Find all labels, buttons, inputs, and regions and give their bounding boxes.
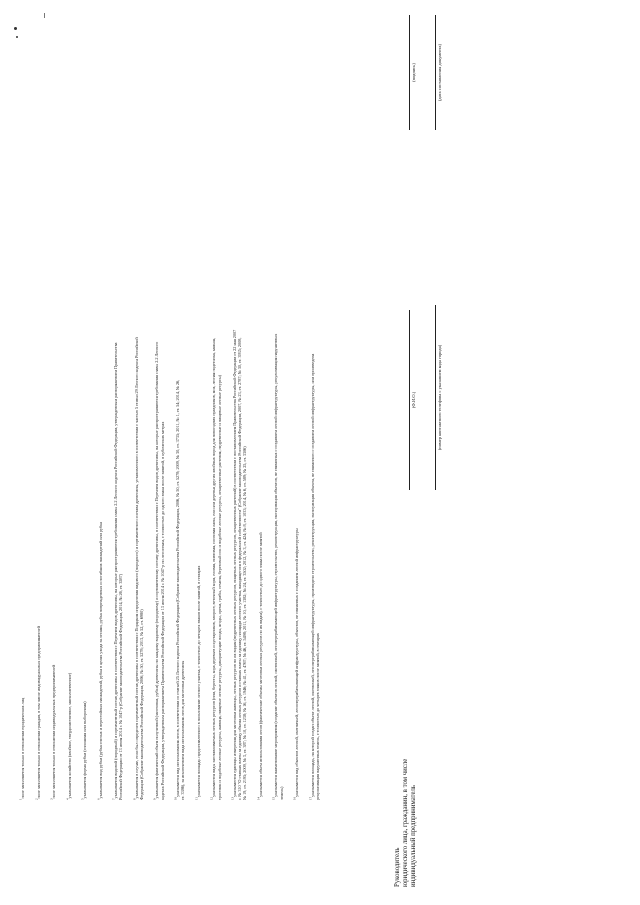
signatory-title [394, 759, 418, 887]
footnote-text: г. № 310 "О ставках платы за единицу объема лесных ресурсов и ставках платы за единицу площади лесного участка, находящегося в федеральной собственности" (Собрание законодательства Российской Федерации, 2007, № 23, ст. 2787; № 30, ст. 3935; 2008, [237, 337, 243, 800]
footnote-number: 9 [152, 798, 157, 800]
footnote-text: указывается площадь, на которой создан объект лесной, охотничьей, лесоперерабатывающей инфраструктуры, произведено строительство, реконструкция, эксплуатация объекта, не связанного с созданием лесной инфраструктуры, или произведена [309, 353, 315, 797]
footnote-number: 8 [132, 798, 137, 800]
signatory-title-line: юридического лица, гражданин, в том числе [402, 758, 409, 887]
footnote-text: указываются виды заготавливаемых лесных ресурсов (пни, бересты, кора деревьев и кустарников, хворост, веточный корм, еловая, пихтовая, сосновая лапы, ели или деревья других хвойных пород для новогодних праздников, мох, лесная подстилка, камыш, [211, 337, 217, 797]
footnote-number: 10 [173, 796, 178, 800]
footnote-text: указывается в случае, если был определен сортиментный состав древесины в соответствии с Порядком определения видового (породного) и сортиментного состава древесины, установленного в соответствии с частью 5 статьи 29 Лесного кодекса Российской [133, 337, 139, 799]
signatory-title-line: индивидуальный предприниматель [410, 784, 417, 887]
footnote-number: 6 [96, 798, 101, 800]
footnote-text: Российской Федерации от 13 июня 2014 г. № 1047-р (Собрание законодательства Российской Федерации, 2014, № 26, ст. 3587) [118, 574, 124, 800]
footnote-text: ст. 3386), за исключением вида использования лесов для заготовки древесины [180, 660, 186, 800]
footnote [232, 330, 248, 800]
footnote-number: 13 [230, 796, 235, 800]
footnote-text: рекультивация нарушенных земель, с точностью до четырех знаков после запятой, в гектарах [314, 633, 320, 800]
scan-speck [44, 13, 45, 18]
footnote-text: указывается вид объектов лесной, охотничьей, лесоперерабатывающей инфраструктуры, объектов, не связанных с созданием лесной инфраструктуры [294, 528, 300, 797]
footnote-text: указывается объем использования лесов (фактические объемы заготовки лесных ресурсов по их видам), с точностью до одного знака после запятой [257, 532, 263, 797]
footnote-text: поле заполняется только в отношении граждан, в том числе индивидуальных предпринимателей [35, 626, 41, 799]
footnote-text: указывается форма рубки (сплошная или выборочная) [82, 701, 87, 799]
footnote-text: Федерации (Собрание законодательства Российской Федерации, 2006, № 50, ст. 5278; 2013, № 52, ст. 6980) [138, 609, 144, 800]
fio-line [409, 310, 410, 490]
footnote-number: 16 [292, 796, 297, 800]
footnote [211, 338, 221, 800]
footnote [294, 528, 299, 800]
footnote [98, 522, 103, 800]
fio-caption: (Ф.И.О.) [411, 391, 416, 409]
footnote [36, 626, 41, 800]
date-caption: (дата составления документа) [437, 43, 442, 102]
footnote-number: 12 [209, 796, 214, 800]
footnote-number: 1 [18, 798, 23, 800]
date-line [435, 15, 436, 130]
footnote-text: указывается фактический объем полученной (заготовки, рубки) древесины по каждому видовому (породному) и сортиментному составу древесины, в соответствии с Перечнем видов древесины, на которые распространяются требования главы 2.2 Лесного [154, 341, 160, 799]
scan-speck [16, 36, 18, 38]
footnote-text: поле заполняется только в отношении юридических лиц [20, 697, 25, 799]
footnote-number: 17 [308, 796, 313, 800]
footnote-number: 15 [271, 796, 276, 800]
footnote-text: указывается вид использования лесов, в соответствии со статьей 25 Лесного кодекса Российской Федерации (Собрание законодательства Российской Федерации, 2006, № 50, ст. 5278; 2009, № 30, ст. 3735; 2011, № 1, ст. 54; 2014, № 26, [175, 379, 181, 797]
footnote [20, 698, 25, 800]
footnote-text: указывается вид рубки (рубка спелых и перестойных насаждений, рубка в целях ухода за лесами, рубка поврежденных и погибших насаждений или рубка [97, 522, 103, 799]
footnote [134, 337, 144, 800]
footnote-text: земель) [278, 786, 284, 800]
signature-line [409, 15, 410, 130]
footnote-text: указывается видовой (породный) и сортиментный состав древесины в соответствии с Перечнем видов древесины, на которые распространяются требования главы 2.2 Лесного кодекса Российской Федерации, утвержденным распоряжением Правительства [113, 342, 118, 799]
footnote [310, 354, 320, 800]
footnote-number: 5 [80, 798, 85, 800]
footnote-text: указывается наименование мероприятия (создание объектов лесной, охотничьей, лесоперерабатывающей инфраструктуры, строительство, реконструкция, эксплуатация объектов, не связанных с созданием лесной инфраструктуры, рекультивация нарушенных [273, 333, 279, 797]
signatory-title-line: Руководитель [394, 847, 401, 887]
footnote-number: 3 [49, 798, 54, 800]
footnote-text: тростник и подобные лесные ресурсы, живица, пищевые лесные ресурсы, дикорастущие плоды, ягоды, орехи, грибы, семена, березовый сок и подобные лесные ресурсы, лекарственные растения, недревесные и пищевые лесные ресурсы) [216, 374, 222, 800]
footnote [67, 673, 72, 800]
footnote-number: 7 [111, 798, 116, 800]
phone-caption: (номер контактного телефона с указанием кода города) [437, 344, 442, 451]
footnote-number: 14 [256, 796, 261, 800]
footnote [51, 665, 56, 800]
footnote-text: № 19, ст. 2195; 2009, № 3, ст. 387; № 10, ст. 1238; № 16, ст. 1946; № 41, ст. 4767; № 46, ст. 5498; 2011, № 10, ст. 1382; № 24, ст. 3502; 2012, № 3, ст. 424; № 8, ст. 1033; 2014, № 6, ст. 589; № 25, ст. 3306) [242, 446, 248, 800]
footnote [175, 380, 185, 800]
footnote-text: указывается хозяйство (хвойное, твердолиственное, мягколиственное) [66, 672, 72, 799]
footnote-number: 2 [34, 798, 39, 800]
footnote-text: указываются единицы измерения для заготовки живицы, лесных ресурсов по их видам (недревесных лесных ресурсов, пищевых лесных ресурсов, лекарственных растений) в соответствии с постановлением Правительства Российской Федерации от 22 мая 2007 [232, 329, 237, 797]
footnote [82, 702, 87, 800]
scan-speck [14, 27, 17, 30]
phone-line [435, 305, 436, 490]
footnote [154, 342, 164, 800]
footnote-text: кодекса Российской Федерации, утвержденным распоряжением Правительства Российской Федерации от 13 июня 2014 г. № 1047-р по лесосекам, с точностью до одного знака после запятой, в кубических метрах [159, 421, 165, 800]
footnote [113, 343, 123, 800]
footnote-number: 11 [194, 797, 199, 800]
footnote-number: 4 [65, 798, 70, 800]
footnote-text: поле заполняется только в отношении индивидуальных предпринимателей [51, 664, 56, 799]
signature-caption: (подпись) [411, 63, 416, 82]
footnote-text: указывается площадь предоставленного в пользование лесного участка, с точностью до четырех знаков после запятой, в гектарах [195, 565, 201, 798]
footnote [196, 566, 201, 800]
footnote [273, 334, 283, 800]
footnote [258, 533, 263, 800]
